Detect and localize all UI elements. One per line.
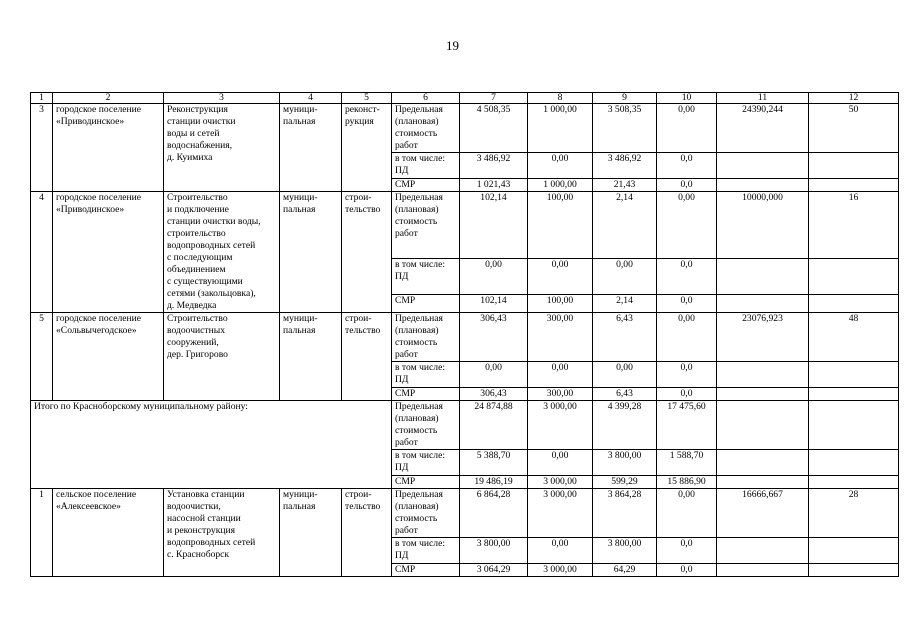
ownership-type: муници- пальная (280, 104, 342, 192)
value-col8: 0,00 (528, 450, 593, 476)
value-col8: 3 000,00 (528, 476, 593, 489)
value-col7: 102,14 (460, 295, 528, 313)
value-col10: 0,0 (657, 153, 717, 179)
column-number: 7 (460, 93, 528, 104)
project-number: 3 (31, 104, 53, 192)
empty-cell (717, 153, 809, 179)
value-col8: 300,00 (528, 313, 593, 362)
total-label: Итого по Красноборскому муниципальному району: (31, 401, 392, 489)
table-row (31, 104, 899, 153)
cost-label: в том числе: ПД (392, 153, 460, 179)
empty-cell (717, 401, 809, 450)
value-col10: 15 886,90 (657, 476, 717, 489)
column-number: 9 (593, 93, 657, 104)
cost-label: в том числе: ПД (392, 538, 460, 564)
project-number: 4 (31, 192, 53, 313)
value-col8: 1 000,00 (528, 179, 593, 192)
column-number: 10 (657, 93, 717, 104)
value-col9: 2,14 (593, 295, 657, 313)
cost-label: СМР (392, 295, 460, 313)
value-col9: 6,43 (593, 313, 657, 362)
empty-cell (809, 564, 899, 577)
value-col7: 102,14 (460, 192, 528, 259)
value-col8: 1 000,00 (528, 104, 593, 153)
value-col9: 599,29 (593, 476, 657, 489)
value-col7: 19 486,19 (460, 476, 528, 489)
value-col10: 0,0 (657, 564, 717, 577)
column-number: 8 (528, 93, 593, 104)
empty-cell (717, 259, 809, 295)
value-col9: 21,43 (593, 179, 657, 192)
cost-label: СМР (392, 564, 460, 577)
value-col9: 3 508,35 (593, 104, 657, 153)
value-col7: 5 388,70 (460, 450, 528, 476)
value-col12: 16 (809, 192, 899, 259)
value-col12: 50 (809, 104, 899, 153)
empty-cell (809, 295, 899, 313)
empty-cell (809, 476, 899, 489)
value-col9: 2,14 (593, 192, 657, 259)
cost-label: Предельная (плановая) стоимость работ (392, 313, 460, 362)
column-number: 3 (164, 93, 280, 104)
empty-cell (809, 538, 899, 564)
settlement-name: городское поселение «Приводинское» (53, 104, 164, 192)
value-col8: 3 000,00 (528, 401, 593, 450)
value-col10: 0,00 (657, 489, 717, 538)
value-col12: 48 (809, 313, 899, 362)
value-col11: 24390,244 (717, 104, 809, 153)
value-col7: 0,00 (460, 259, 528, 295)
column-number: 1 (31, 93, 53, 104)
empty-cell (809, 450, 899, 476)
empty-cell (717, 388, 809, 401)
value-col10: 0,0 (657, 179, 717, 192)
value-col8: 0,00 (528, 362, 593, 388)
column-number: 11 (717, 93, 809, 104)
value-col10: 0,00 (657, 104, 717, 153)
empty-cell (809, 362, 899, 388)
value-col9: 3 864,28 (593, 489, 657, 538)
empty-cell (717, 295, 809, 313)
cost-label: СМР (392, 388, 460, 401)
value-col10: 0,0 (657, 295, 717, 313)
project-number: 1 (31, 489, 53, 577)
value-col8: 100,00 (528, 295, 593, 313)
settlement-name: городское поселение «Сольвычегодское» (53, 313, 164, 401)
value-col8: 3 000,00 (528, 489, 593, 538)
value-col10: 0,0 (657, 259, 717, 295)
empty-cell (809, 179, 899, 192)
table-body (31, 93, 899, 577)
table-row (31, 489, 899, 538)
column-number: 5 (342, 93, 392, 104)
empty-cell (717, 362, 809, 388)
page-number: 19 (446, 38, 459, 53)
cost-label: Предельная (плановая) стоимость работ (392, 192, 460, 259)
value-col7: 24 874,88 (460, 401, 528, 450)
empty-cell (809, 388, 899, 401)
value-col10: 17 475,60 (657, 401, 717, 450)
column-number: 6 (392, 93, 460, 104)
table-row (31, 192, 899, 259)
empty-cell (717, 450, 809, 476)
empty-cell (717, 538, 809, 564)
ownership-type: муници- пальная (280, 192, 342, 313)
value-col11: 16666,667 (717, 489, 809, 538)
value-col10: 0,0 (657, 388, 717, 401)
value-col9: 0,00 (593, 362, 657, 388)
empty-cell (717, 564, 809, 577)
ownership-type: муници- пальная (280, 489, 342, 577)
settlement-name: сельское поселение «Алексеевское» (53, 489, 164, 577)
column-number-row (31, 93, 899, 104)
cost-label: в том числе: ПД (392, 450, 460, 476)
value-col9: 64,29 (593, 564, 657, 577)
value-col7: 306,43 (460, 313, 528, 362)
value-col9: 6,43 (593, 388, 657, 401)
cost-label: в том числе: ПД (392, 259, 460, 295)
value-col10: 1 588,70 (657, 450, 717, 476)
value-col8: 0,00 (528, 538, 593, 564)
column-number: 4 (280, 93, 342, 104)
column-number: 12 (809, 93, 899, 104)
work-type: строи- тельство (342, 313, 392, 401)
empty-cell (717, 179, 809, 192)
value-col9: 4 399,28 (593, 401, 657, 450)
empty-cell (809, 259, 899, 295)
value-col10: 0,00 (657, 192, 717, 259)
value-col10: 0,0 (657, 538, 717, 564)
value-col11: 23076,923 (717, 313, 809, 362)
table-row (31, 313, 899, 362)
value-col7: 1 021,43 (460, 179, 528, 192)
project-object: Строительство водоочистных сооружений, дер. Григорово (164, 313, 280, 401)
cost-label: Предельная (плановая) стоимость работ (392, 104, 460, 153)
cost-label: Предельная (плановая) стоимость работ (392, 401, 460, 450)
empty-cell (717, 476, 809, 489)
cost-label: Предельная (плановая) стоимость работ (392, 489, 460, 538)
project-object: Установка станции водоочистки, насосной станции и реконструкция водопроводных сетей с. Красноборск (164, 489, 280, 577)
project-object: Реконструкция станции очистки воды и сетей водоснабжения, д. Куимиха (164, 104, 280, 192)
value-col9: 3 800,00 (593, 538, 657, 564)
value-col7: 0,00 (460, 362, 528, 388)
value-col9: 0,00 (593, 259, 657, 295)
settlement-name: городское поселение «Приводинское» (53, 192, 164, 313)
cost-label: СМР (392, 476, 460, 489)
empty-cell (809, 401, 899, 450)
work-type: реконст- рукция (342, 104, 392, 192)
investment-table (30, 92, 899, 577)
value-col7: 3 064,29 (460, 564, 528, 577)
value-col8: 0,00 (528, 259, 593, 295)
work-type: строи- тельство (342, 192, 392, 313)
project-number: 5 (31, 313, 53, 401)
value-col7: 3 800,00 (460, 538, 528, 564)
value-col9: 3 800,00 (593, 450, 657, 476)
cost-label: в том числе: ПД (392, 362, 460, 388)
value-col10: 0,00 (657, 313, 717, 362)
cost-label: СМР (392, 179, 460, 192)
column-number: 2 (53, 93, 164, 104)
project-object: Строительство и подключение станции очистки воды, строительство водопроводных сетей с последующим объединением с существующими сетями (закольцовка), д. Медведка (164, 192, 280, 313)
total-row (31, 401, 899, 450)
value-col10: 0,0 (657, 362, 717, 388)
value-col8: 3 000,00 (528, 564, 593, 577)
ownership-type: муници- пальная (280, 313, 342, 401)
value-col8: 100,00 (528, 192, 593, 259)
value-col8: 300,00 (528, 388, 593, 401)
value-col7: 6 864,28 (460, 489, 528, 538)
value-col9: 3 486,92 (593, 153, 657, 179)
value-col12: 28 (809, 489, 899, 538)
value-col7: 3 486,92 (460, 153, 528, 179)
value-col11: 10000,000 (717, 192, 809, 259)
value-col7: 4 508,35 (460, 104, 528, 153)
work-type: строи- тельство (342, 489, 392, 577)
value-col7: 306,43 (460, 388, 528, 401)
empty-cell (809, 153, 899, 179)
value-col8: 0,00 (528, 153, 593, 179)
